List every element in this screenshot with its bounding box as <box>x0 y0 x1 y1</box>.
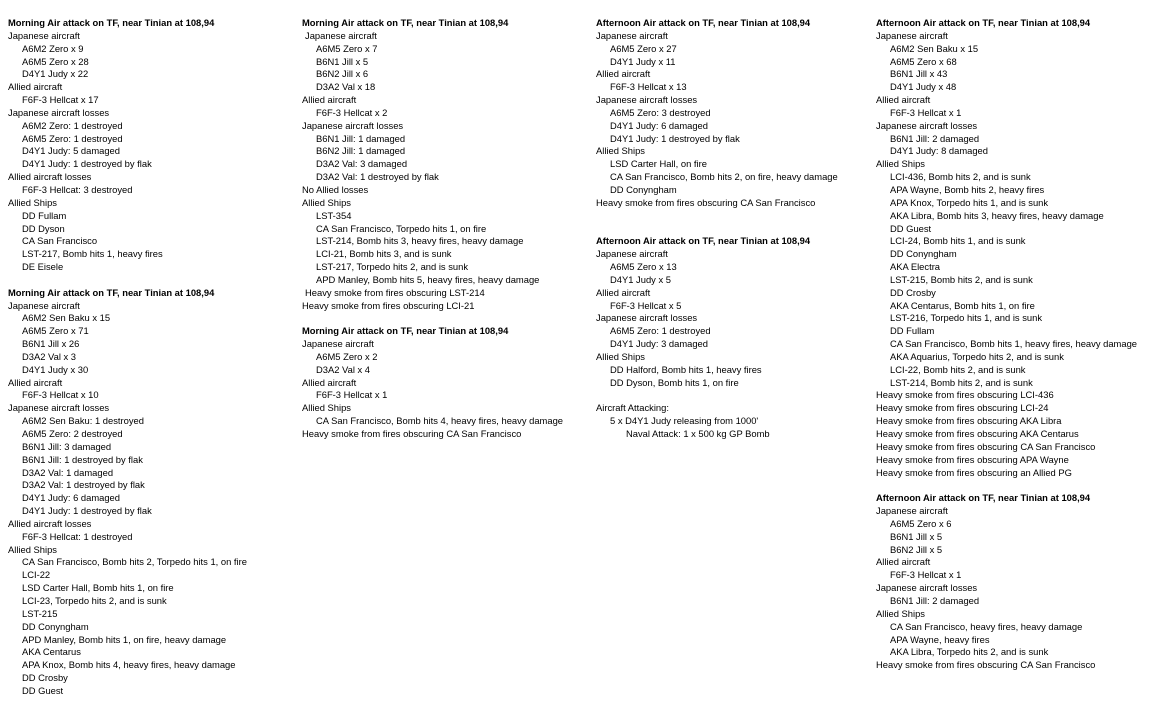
detail-line: D4Y1 Judy x 30 <box>22 363 89 375</box>
detail-line: D3A2 Val: 1 destroyed by flak <box>22 479 145 491</box>
detail-line: D4Y1 Judy x 11 <box>610 55 676 67</box>
detail-line: A6M5 Zero x 13 <box>610 261 677 273</box>
detail-line: LST-214, Bomb hits 2, and is sunk <box>890 376 1033 388</box>
section-label: Allied Ships <box>8 543 57 555</box>
detail-line: B6N1 Jill: 3 damaged <box>22 440 112 452</box>
section-label: Heavy smoke from fires obscuring APA Wayne <box>876 453 1069 465</box>
section-label: Japanese aircraft <box>8 29 80 41</box>
detail-line: APA Wayne, heavy fires <box>890 633 990 645</box>
section-label: Allied aircraft <box>596 68 651 80</box>
section-label: Allied aircraft losses <box>8 517 92 529</box>
detail-line: A6M5 Zero: 1 destroyed <box>22 132 123 144</box>
detail-line: LST-216, Torpedo hits 1, and is sunk <box>890 312 1043 324</box>
detail-line: DD Guest <box>22 684 64 696</box>
detail-line: B6N1 Jill: 1 damaged <box>316 132 406 144</box>
detail-line: B6N1 Jill: 2 damaged <box>890 132 980 144</box>
section-heading: Afternoon Air attack on TF, near Tinian at 108,94 <box>876 17 1091 28</box>
detail-line: CA San Francisco, Bomb hits 2, on fire, heavy damage <box>610 171 838 183</box>
detail-line: F6F-3 Hellcat: 1 destroyed <box>22 530 133 542</box>
detail-line: D3A2 Val x 18 <box>316 81 376 93</box>
detail-line: D3A2 Val: 1 destroyed by flak <box>316 171 439 183</box>
section-spacer <box>596 210 838 223</box>
report-column-4 <box>876 17 1137 672</box>
detail-line: D3A2 Val: 1 damaged <box>22 466 114 478</box>
detail-line: F6F-3 Hellcat x 1 <box>890 106 962 118</box>
section-label: Japanese aircraft losses <box>596 94 698 106</box>
detail-line: D4Y1 Judy: 6 damaged <box>610 119 708 131</box>
detail-line: 5 x D4Y1 Judy releasing from 1000' <box>610 415 759 427</box>
section-label: Allied Ships <box>876 158 925 170</box>
detail-line: DD Fullam <box>22 209 67 221</box>
section-label: No Allied losses <box>302 183 369 195</box>
detail-line: F6F-3 Hellcat x 2 <box>316 106 388 118</box>
detail-line: AKA Centarus, Bomb hits 1, on fire <box>890 299 1035 311</box>
detail-line: LST-354 <box>316 209 352 221</box>
detail-line: B6N2 Jill x 5 <box>890 543 943 555</box>
section-label: Heavy smoke from fires obscuring AKA Libra <box>876 415 1062 427</box>
section-label: Allied aircraft <box>302 94 357 106</box>
detail-line: B6N1 Jill x 5 <box>890 530 943 542</box>
detail-line: B6N2 Jill x 6 <box>316 68 369 80</box>
detail-line: CA San Francisco, Torpedo hits 1, on fire <box>316 222 487 234</box>
detail-line: A6M5 Zero: 2 destroyed <box>22 428 123 439</box>
detail-line: A6M5 Zero x 27 <box>610 42 677 54</box>
detail-line: AKA Aquarius, Torpedo hits 2, and is sunk <box>890 350 1064 362</box>
detail-line: B6N1 Jill: 1 destroyed by flak <box>22 453 143 465</box>
detail-line: AKA Centarus <box>22 646 81 658</box>
detail-line: CA San Francisco, Bomb hits 1, heavy fires, heavy damage <box>890 338 1137 350</box>
detail-line: A6M2 Sen Baku: 1 destroyed <box>22 415 144 427</box>
detail-line: A6M5 Zero x 71 <box>22 325 89 337</box>
section-heading: Afternoon Air attack on TF, near Tinian at 108,94 <box>596 235 811 247</box>
section-label: Japanese aircraft <box>596 29 668 41</box>
section-spacer <box>596 389 838 402</box>
section-label: Japanese aircraft <box>596 248 668 260</box>
section-label: Aircraft Attacking: <box>596 402 669 414</box>
detail-line: F6F-3 Hellcat x 10 <box>22 389 99 401</box>
detail-line: DD Conyngham <box>22 620 89 632</box>
detail-line: APA Knox, Torpedo hits 1, and is sunk <box>890 196 1049 208</box>
section-label: Heavy smoke from fires obscuring CA San Francisco <box>876 440 1096 452</box>
section-label: Heavy smoke from fires obscuring CA San Francisco <box>596 196 816 208</box>
section-heading: Morning Air attack on TF, near Tinian at 108,94 <box>8 17 215 28</box>
detail-line: A6M2 Sen Baku x 15 <box>890 42 979 54</box>
detail-line: A6M5 Zero x 68 <box>890 55 957 67</box>
detail-line: A6M5 Zero x 7 <box>316 42 378 54</box>
section-label: Japanese aircraft <box>305 29 377 41</box>
detail-line: F6F-3 Hellcat x 1 <box>316 389 388 401</box>
detail-line: B6N2 Jill: 1 damaged <box>316 145 406 157</box>
detail-line: AKA Libra, Torpedo hits 2, and is sunk <box>890 646 1049 658</box>
report-column-1 <box>8 17 247 698</box>
section-label: Heavy smoke from fires obscuring CA San Francisco <box>302 428 522 439</box>
section-label: Heavy smoke from fires obscuring LCI-24 <box>876 402 1049 414</box>
section-label: Allied Ships <box>876 607 925 619</box>
section-label: Heavy smoke from fires obscuring LCI-21 <box>302 299 475 311</box>
detail-line: D4Y1 Judy: 1 destroyed by flak <box>22 158 152 170</box>
section-heading: Morning Air attack on TF, near Tinian at 108,94 <box>302 17 509 28</box>
detail-line: B6N1 Jill: 2 damaged <box>890 594 980 606</box>
detail-line: D4Y1 Judy: 5 damaged <box>22 145 120 157</box>
detail-line: A6M5 Zero: 1 destroyed <box>610 325 711 337</box>
detail-line: DD Guest <box>890 222 932 234</box>
detail-line: A6M2 Zero x 9 <box>22 42 84 54</box>
section-label: Japanese aircraft losses <box>596 312 698 324</box>
detail-line: D3A2 Val x 4 <box>316 363 371 375</box>
detail-line: LCI-22, Bomb hits 2, and is sunk <box>890 363 1026 375</box>
section-label: Allied aircraft losses <box>8 171 92 183</box>
detail-line: LCI-436, Bomb hits 2, and is sunk <box>890 171 1031 183</box>
detail-line: B6N1 Jill x 5 <box>316 55 369 67</box>
detail-line: CA San Francisco <box>22 235 98 247</box>
section-spacer <box>876 479 1137 492</box>
section-label: Allied aircraft <box>8 81 63 93</box>
detail-line: D4Y1 Judy: 1 destroyed by flak <box>22 505 152 517</box>
detail-line: DD Conyngham <box>610 183 677 195</box>
detail-line: D4Y1 Judy: 6 damaged <box>22 492 120 504</box>
section-spacer <box>596 223 838 236</box>
section-label: Japanese aircraft losses <box>8 402 110 414</box>
detail-line: D4Y1 Judy: 3 damaged <box>610 338 708 350</box>
detail-line: D4Y1 Judy x 5 <box>610 273 671 285</box>
detail-line: APD Manley, Bomb hits 1, on fire, heavy damage <box>22 633 227 645</box>
section-label: Allied aircraft <box>876 556 931 568</box>
detail-line: DD Halford, Bomb hits 1, heavy fires <box>610 363 762 375</box>
detail-line: APD Manley, Bomb hits 5, heavy fires, heavy damage <box>316 273 540 285</box>
section-label: Allied Ships <box>596 145 645 157</box>
detail-line: D4Y1 Judy: 8 damaged <box>890 145 988 157</box>
detail-line: APA Wayne, Bomb hits 2, heavy fires <box>890 183 1045 195</box>
detail-line: AKA Electra <box>890 261 941 273</box>
section-label: Japanese aircraft <box>876 505 948 517</box>
section-heading: Morning Air attack on TF, near Tinian at 108,94 <box>8 286 215 298</box>
section-label: Heavy smoke from fires obscuring CA San Francisco <box>876 659 1096 671</box>
detail-line: Naval Attack: 1 x 500 kg GP Bomb <box>626 428 770 439</box>
detail-line: A6M5 Zero x 28 <box>22 55 89 67</box>
detail-line: DD Crosby <box>890 286 936 298</box>
detail-line: LST-217, Torpedo hits 2, and is sunk <box>316 261 469 273</box>
detail-line: LST-215, Bomb hits 2, and is sunk <box>890 273 1033 285</box>
detail-line: LCI-21, Bomb hits 3, and is sunk <box>316 248 452 260</box>
detail-line: LST-215 <box>22 607 58 619</box>
detail-line: A6M5 Zero x 6 <box>890 517 952 529</box>
section-label: Japanese aircraft losses <box>302 119 404 131</box>
section-label: Japanese aircraft losses <box>8 106 110 118</box>
detail-line: A6M5 Zero x 2 <box>316 350 378 362</box>
section-label: Allied Ships <box>8 196 57 208</box>
section-label: Allied aircraft <box>596 286 651 298</box>
section-label: Heavy smoke from fires obscuring an Allied PG <box>876 466 1072 478</box>
detail-line: F6F-3 Hellcat: 3 destroyed <box>22 183 133 195</box>
section-label: Allied Ships <box>302 196 351 208</box>
section-label: Allied aircraft <box>302 376 357 388</box>
detail-line: D3A2 Val x 3 <box>22 350 77 362</box>
section-label: Japanese aircraft losses <box>876 582 978 594</box>
detail-line: AKA Libra, Bomb hits 3, heavy fires, heavy damage <box>890 209 1104 221</box>
detail-line: LSD Carter Hall, on fire <box>610 158 707 170</box>
detail-line: D4Y1 Judy: 1 destroyed by flak <box>610 132 740 144</box>
detail-line: F6F-3 Hellcat x 1 <box>890 569 962 581</box>
detail-line: D4Y1 Judy x 22 <box>22 68 89 80</box>
detail-line: CA San Francisco, Bomb hits 4, heavy fires, heavy damage <box>316 415 563 427</box>
detail-line: A6M5 Zero: 3 destroyed <box>610 106 711 118</box>
section-heading: Afternoon Air attack on TF, near Tinian at 108,94 <box>596 17 811 28</box>
detail-line: APA Knox, Bomb hits 4, heavy fires, heavy damage <box>22 659 236 671</box>
detail-line: F6F-3 Hellcat x 17 <box>22 94 99 106</box>
report-column-3 <box>596 17 838 441</box>
detail-line: D3A2 Val: 3 damaged <box>316 158 408 170</box>
detail-line: F6F-3 Hellcat x 13 <box>610 81 687 93</box>
detail-line: LCI-22 <box>22 569 51 581</box>
detail-line: B6N1 Jill x 43 <box>890 68 948 80</box>
detail-line: A6M2 Sen Baku x 15 <box>22 312 111 324</box>
section-label: Allied aircraft <box>876 94 931 106</box>
section-label: Japanese aircraft <box>8 299 80 311</box>
detail-line: DD Dyson, Bomb hits 1, on fire <box>610 376 739 388</box>
detail-line: F6F-3 Hellcat x 5 <box>610 299 682 311</box>
section-spacer <box>8 274 247 287</box>
section-label: Heavy smoke from fires obscuring AKA Centarus <box>876 428 1079 439</box>
detail-line: DE Eisele <box>22 261 64 273</box>
section-label: Heavy smoke from fires obscuring LST-214 <box>305 286 485 298</box>
section-label: Japanese aircraft losses <box>876 119 978 131</box>
report-column-2 <box>302 17 563 441</box>
section-spacer <box>302 312 563 325</box>
detail-line: DD Dyson <box>22 222 65 234</box>
detail-line: B6N1 Jill x 26 <box>22 338 80 350</box>
detail-line: D4Y1 Judy x 48 <box>890 81 957 93</box>
section-label: Japanese aircraft <box>876 29 948 41</box>
section-heading: Morning Air attack on TF, near Tinian at 108,94 <box>302 325 509 337</box>
detail-line: LST-214, Bomb hits 3, heavy fires, heavy damage <box>316 235 524 247</box>
detail-line: DD Crosby <box>22 672 68 684</box>
section-label: Japanese aircraft <box>302 338 374 350</box>
detail-line: LSD Carter Hall, Bomb hits 1, on fire <box>22 582 174 594</box>
detail-line: LST-217, Bomb hits 1, heavy fires <box>22 248 163 260</box>
detail-line: LCI-24, Bomb hits 1, and is sunk <box>890 235 1026 247</box>
detail-line: A6M2 Zero: 1 destroyed <box>22 119 123 131</box>
detail-line: DD Fullam <box>890 325 935 337</box>
section-label: Allied Ships <box>596 350 645 362</box>
detail-line: LCI-23, Torpedo hits 2, and is sunk <box>22 594 167 606</box>
detail-line: CA San Francisco, heavy fires, heavy damage <box>890 620 1083 632</box>
section-label: Heavy smoke from fires obscuring LCI-436 <box>876 389 1054 401</box>
section-heading: Afternoon Air attack on TF, near Tinian at 108,94 <box>876 492 1091 504</box>
detail-line: CA San Francisco, Bomb hits 2, Torpedo hits 1, on fire <box>22 556 247 568</box>
section-label: Allied Ships <box>302 402 351 414</box>
detail-line: DD Conyngham <box>890 248 957 260</box>
section-label: Allied aircraft <box>8 376 63 388</box>
